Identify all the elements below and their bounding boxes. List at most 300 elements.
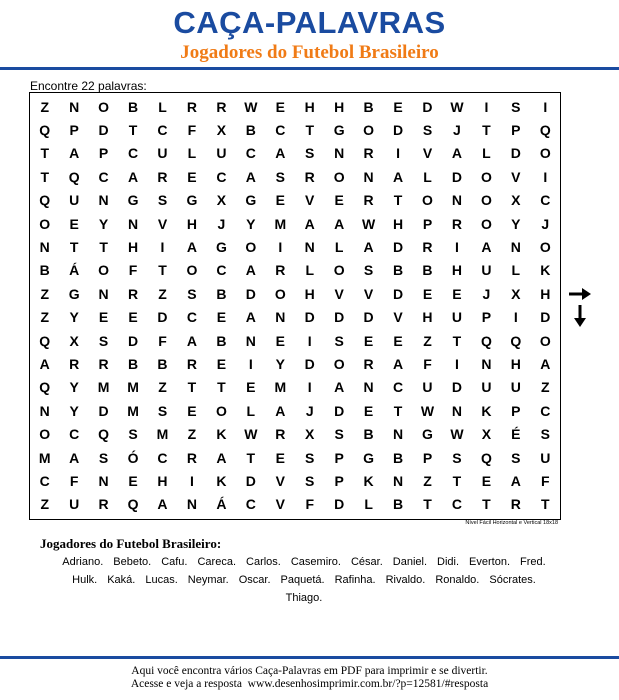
- grid-letter: A: [540, 355, 551, 372]
- word-list-item: Oscar.: [238, 574, 271, 586]
- word-list-item: Hulk.: [72, 574, 98, 586]
- grid-letter: P: [511, 122, 521, 139]
- grid-letter: D: [245, 285, 256, 302]
- grid-letter: O: [274, 285, 286, 302]
- grid-letter: Q: [480, 449, 492, 466]
- grid-letter: C: [127, 145, 139, 162]
- grid-letter: I: [278, 239, 283, 256]
- grid-letter: S: [157, 192, 168, 209]
- grid-letter: L: [334, 239, 344, 256]
- grid-letter: H: [422, 309, 433, 326]
- grid-letter: A: [451, 145, 462, 162]
- grid-letter: S: [452, 449, 462, 466]
- grid-letter: B: [422, 262, 433, 279]
- grid-letter: P: [422, 449, 433, 466]
- grid-letter: Q: [480, 332, 492, 349]
- word-list-item: Kaká.: [107, 574, 136, 586]
- grid-letter: O: [539, 145, 551, 162]
- arrow-down-icon: [568, 304, 592, 328]
- grid-letter: W: [450, 426, 464, 443]
- grid-letter: A: [245, 309, 256, 326]
- grid-letter: T: [158, 262, 167, 279]
- grid-letter: L: [364, 496, 373, 513]
- grid-letter: K: [216, 426, 227, 443]
- grid-letter: D: [422, 98, 433, 115]
- grid-letter: R: [363, 355, 374, 372]
- word-list-title: Jogadores do Futebol Brasileiro:: [40, 536, 222, 551]
- grid-letter: M: [127, 402, 139, 419]
- grid-letter: I: [513, 309, 518, 326]
- word-list-item: Casemiro.: [290, 556, 341, 568]
- grid-letter: R: [157, 168, 168, 185]
- grid-letter: G: [68, 285, 80, 302]
- grid-letter: N: [392, 426, 404, 443]
- grid-letter: V: [275, 496, 285, 513]
- grid-letter: P: [511, 402, 521, 419]
- grid-letter: G: [127, 192, 139, 209]
- grid-letter: I: [454, 239, 459, 256]
- grid-letter: N: [39, 402, 50, 419]
- grid-letter: D: [98, 122, 109, 139]
- grid-letter: A: [127, 168, 139, 185]
- grid-letter: P: [481, 309, 492, 326]
- grid-letter: I: [189, 472, 194, 489]
- grid-letter: E: [275, 332, 285, 349]
- grid-letter: D: [451, 168, 462, 185]
- grid-letter: Q: [39, 122, 51, 139]
- grid-letter: T: [246, 449, 256, 466]
- grid-letter: A: [186, 239, 197, 256]
- grid-letter: A: [392, 168, 404, 185]
- grid-letter: I: [396, 145, 400, 162]
- grid-letter: C: [69, 426, 80, 443]
- footer-line-1: Aqui você encontra vários Caça-Palavras em PDF para imprimir e se divertir.: [131, 665, 488, 677]
- grid-letter: Q: [127, 496, 139, 513]
- grid-letter: N: [98, 192, 109, 209]
- grid-letter: N: [451, 192, 462, 209]
- grid-letter: N: [186, 496, 197, 513]
- grid-letter: E: [393, 332, 403, 349]
- grid-letter: L: [246, 402, 256, 419]
- grid-letter: L: [187, 145, 197, 162]
- grid-letter: Z: [423, 472, 432, 489]
- grid-letter: W: [361, 215, 376, 232]
- grid-letter: S: [511, 449, 521, 466]
- grid-letter: T: [393, 402, 403, 419]
- grid-letter: C: [157, 449, 168, 466]
- grid-letter: G: [363, 449, 375, 466]
- grid-letter: E: [481, 472, 492, 489]
- grid-letter: E: [128, 309, 138, 326]
- grid-letter: E: [422, 285, 433, 302]
- grid-letter: A: [363, 239, 374, 256]
- grid-letter: A: [392, 355, 404, 372]
- grid-letter: D: [127, 332, 139, 349]
- grid-letter: D: [334, 402, 345, 419]
- grid-letter: O: [480, 168, 492, 185]
- grid-letter: D: [98, 402, 109, 419]
- grid-letter: L: [423, 168, 432, 185]
- grid-letter: Z: [423, 332, 432, 349]
- grid-letter: Q: [39, 332, 51, 349]
- grid-letter: O: [363, 122, 375, 139]
- word-list-item: Neymar.: [187, 574, 229, 586]
- grid-letter: N: [481, 355, 492, 372]
- grid-letter: L: [482, 145, 491, 162]
- grid-letter: N: [275, 309, 286, 326]
- grid-letter: N: [334, 145, 345, 162]
- word-list-item: Ronaldo.: [435, 574, 480, 586]
- grid-letter: N: [363, 379, 374, 396]
- word-list-item: Rivaldo.: [385, 574, 426, 586]
- word-search-grid-box: [29, 92, 561, 520]
- grid-letter: A: [245, 262, 256, 279]
- grid-letter: A: [216, 449, 227, 466]
- grid-letter: X: [216, 122, 227, 139]
- grid-letter: C: [157, 122, 168, 139]
- grid-letter: E: [187, 168, 197, 185]
- grid-letter: Z: [40, 496, 49, 513]
- grid-letter: E: [275, 192, 285, 209]
- page-title: CAÇA-PALAVRAS: [173, 5, 446, 40]
- grid-letter: Q: [98, 426, 110, 443]
- grid-letter: U: [157, 145, 168, 162]
- grid-letter: V: [275, 472, 285, 489]
- footer-line-2: Acesse e veja a resposta www.desenhosimprimir.com.br/?p=12581/#resposta: [130, 678, 489, 690]
- grid-letter: W: [244, 98, 258, 115]
- grid-letter: J: [305, 402, 314, 419]
- grid-letter: X: [511, 192, 521, 209]
- grid-letter: T: [40, 145, 49, 162]
- grid-letter: S: [98, 449, 109, 466]
- grid-letter: Z: [40, 285, 49, 302]
- grid-letter: B: [127, 98, 139, 115]
- grid-letter: T: [482, 122, 491, 139]
- grid-letter: A: [69, 449, 80, 466]
- grid-letter: G: [215, 239, 227, 256]
- grid-letter: H: [510, 355, 521, 372]
- grid-letter: V: [393, 309, 403, 326]
- arrow-right-icon: [568, 282, 592, 306]
- grid-letter: N: [98, 472, 109, 489]
- grid-letter: T: [40, 168, 49, 185]
- grid-letter: U: [69, 496, 80, 513]
- instruction-text: Encontre 22 palavras:: [30, 79, 147, 93]
- grid-letter: P: [422, 215, 433, 232]
- word-list-item: Thiago.: [285, 592, 323, 604]
- grid-letter: D: [510, 145, 521, 162]
- grid-letter: V: [157, 215, 168, 232]
- grid-letter: Y: [69, 309, 79, 326]
- grid-letter: Q: [39, 379, 51, 396]
- grid-letter: M: [38, 449, 51, 466]
- grid-letter: N: [39, 239, 50, 256]
- word-list-item: César.: [350, 556, 383, 568]
- grid-letter: W: [450, 98, 464, 115]
- grid-letter: I: [307, 379, 312, 396]
- grid-letter: N: [363, 168, 374, 185]
- grid-letter: X: [481, 426, 492, 443]
- grid-letter: T: [452, 472, 462, 489]
- grid-letter: A: [39, 355, 50, 372]
- grid-letter: E: [69, 215, 79, 232]
- grid-letter: S: [275, 168, 285, 185]
- grid-letter: A: [275, 402, 286, 419]
- word-list-item: Adriano.: [62, 556, 104, 568]
- grid-letter: R: [451, 215, 462, 232]
- grid-letter: M: [156, 426, 169, 443]
- grid-letter: X: [216, 192, 227, 209]
- grid-letter: E: [363, 332, 374, 349]
- grid-letter: R: [98, 496, 109, 513]
- grid-letter: P: [98, 145, 109, 162]
- top-divider: [0, 67, 619, 70]
- grid-letter: D: [334, 496, 345, 513]
- grid-letter: D: [392, 239, 404, 256]
- grid-letter: B: [157, 355, 168, 372]
- grid-letter: Q: [510, 332, 522, 349]
- grid-letter: M: [97, 379, 110, 396]
- grid-letter: D: [334, 309, 345, 326]
- grid-letter: S: [305, 449, 315, 466]
- grid-letter: O: [98, 262, 110, 279]
- grid-letter: I: [160, 239, 165, 256]
- grid-letter: Y: [511, 215, 521, 232]
- grid-letter: J: [453, 122, 461, 139]
- grid-letter: Y: [246, 215, 256, 232]
- grid-letter: S: [157, 402, 168, 419]
- grid-letter: N: [510, 239, 521, 256]
- grid-letter: B: [392, 449, 404, 466]
- grid-letter: T: [187, 379, 197, 396]
- grid-letter: Ó: [127, 449, 139, 466]
- footer: [0, 665, 619, 691]
- grid-letter: O: [480, 215, 492, 232]
- grid-letter: N: [98, 285, 109, 302]
- grid-letter: C: [98, 168, 109, 185]
- grid-letter: T: [452, 332, 462, 349]
- grid-letter: S: [363, 262, 374, 279]
- grid-letter: I: [543, 168, 548, 185]
- grid-letter: E: [187, 402, 197, 419]
- grid-letter: B: [245, 122, 256, 139]
- grid-letter: S: [334, 332, 344, 349]
- word-list-item: Rafinha.: [334, 574, 376, 586]
- grid-letter: E: [216, 309, 227, 326]
- grid-letter: C: [39, 472, 50, 489]
- grid-letter: E: [98, 309, 109, 326]
- grid-letter: E: [216, 355, 227, 372]
- grid-letter: X: [511, 285, 521, 302]
- grid-letter: H: [304, 98, 315, 115]
- grid-letter: É: [511, 426, 521, 443]
- word-list-item: Sócrates.: [489, 574, 536, 586]
- grid-letter: R: [216, 98, 227, 115]
- grid-letter: C: [245, 145, 256, 162]
- grid-letter: B: [39, 262, 50, 279]
- grid-letter: H: [186, 215, 197, 232]
- grid-letter: H: [127, 239, 139, 256]
- grid-letter: Q: [539, 122, 551, 139]
- grid-letter: N: [392, 472, 404, 489]
- grid-letter: W: [244, 426, 258, 443]
- grid-letter: I: [484, 98, 489, 115]
- grid-letter: C: [245, 496, 256, 513]
- grid-letter: E: [363, 402, 374, 419]
- grid-letter: A: [69, 145, 80, 162]
- grid-letter: A: [481, 239, 492, 256]
- grid-letter: H: [540, 285, 551, 302]
- grid-letter: R: [510, 496, 521, 513]
- grid-letter: K: [540, 262, 551, 279]
- grid-letter: Z: [187, 426, 197, 443]
- grid-letter: O: [245, 239, 257, 256]
- grid-letter: V: [363, 285, 374, 302]
- grid-letter: E: [275, 449, 285, 466]
- grid-letter: S: [98, 332, 109, 349]
- grid-letter: X: [69, 332, 79, 349]
- grid-letter: L: [305, 262, 314, 279]
- grid-letter: O: [480, 192, 492, 209]
- grid-letter: T: [423, 496, 432, 513]
- grid-letter: T: [393, 192, 403, 209]
- grid-letter: N: [304, 239, 315, 256]
- grid-letter: L: [511, 262, 521, 279]
- grid-letter: D: [540, 309, 551, 326]
- grid-letter: W: [420, 402, 435, 419]
- grid-letter: T: [217, 379, 226, 396]
- grid-letter: V: [334, 285, 344, 302]
- word-list-item: Paquetá.: [280, 574, 325, 586]
- grid-letter: Y: [275, 355, 285, 372]
- word-list-item: Daniel.: [392, 556, 428, 568]
- grid-letter: A: [157, 496, 168, 513]
- grid-letter: M: [127, 379, 139, 396]
- grid-letter: S: [334, 426, 344, 443]
- grid-letter: F: [540, 472, 550, 489]
- grid-letter: U: [451, 309, 462, 326]
- grid-letter: D: [304, 309, 315, 326]
- grid-letter: A: [275, 145, 286, 162]
- grid-letter: J: [217, 215, 226, 232]
- grid-letter: B: [392, 496, 404, 513]
- grid-letter: Z: [40, 98, 49, 115]
- grid-letter: Á: [69, 262, 80, 279]
- grid-letter: Y: [98, 215, 109, 232]
- grid-letter: Y: [69, 402, 79, 419]
- word-list-item: Didi.: [437, 556, 460, 568]
- grid-letter: U: [69, 192, 80, 209]
- grid-letter: T: [540, 496, 550, 513]
- grid-letter: Z: [40, 309, 49, 326]
- grid-letter: F: [187, 122, 197, 139]
- grid-letter: A: [510, 472, 521, 489]
- grid-letter: U: [510, 379, 521, 396]
- grid-letter: J: [541, 215, 550, 232]
- grid-letter: F: [158, 332, 167, 349]
- grid-letter: R: [363, 192, 374, 209]
- grid-letter: Y: [69, 379, 79, 396]
- word-list-item: Fred.: [520, 556, 546, 568]
- grid-letter: R: [422, 239, 433, 256]
- grid-letter: F: [423, 355, 432, 372]
- grid-letter: A: [334, 379, 345, 396]
- grid-letter: D: [392, 122, 404, 139]
- grid-letter: V: [305, 192, 315, 209]
- grid-letter: V: [511, 168, 521, 185]
- grid-letter: R: [304, 168, 315, 185]
- grid-letter: R: [98, 355, 109, 372]
- grid-letter: C: [392, 379, 404, 396]
- grid-letter: Q: [39, 192, 51, 209]
- grid-letter: R: [186, 449, 197, 466]
- grid-letter: B: [127, 355, 139, 372]
- grid-letter: O: [39, 426, 51, 443]
- grid-letter: B: [216, 332, 227, 349]
- grid-letter: A: [334, 215, 345, 232]
- grid-letter: O: [422, 192, 433, 209]
- grid-letter: H: [157, 472, 168, 489]
- grid-letter: N: [451, 402, 462, 419]
- word-list: [44, 553, 564, 607]
- grid-letter: F: [69, 472, 79, 489]
- grid-letter: C: [275, 122, 286, 139]
- word-list-item: Bebeto.: [113, 556, 152, 568]
- grid-letter: S: [128, 426, 138, 443]
- grid-letter: U: [422, 379, 433, 396]
- grid-letter: S: [305, 472, 315, 489]
- grid-letter: Z: [158, 285, 167, 302]
- grid-letter: O: [539, 332, 551, 349]
- grid-letter: Á: [216, 496, 227, 513]
- grid-letter: D: [245, 472, 256, 489]
- grid-letter: L: [158, 98, 167, 115]
- grid-letter: O: [333, 262, 345, 279]
- grid-letter: K: [363, 472, 374, 489]
- grid-letter: C: [540, 402, 551, 419]
- grid-letter: K: [216, 472, 227, 489]
- grid-letter: U: [540, 449, 551, 466]
- grid-letter: V: [422, 145, 433, 162]
- grid-letter: C: [540, 192, 551, 209]
- grid-letter: S: [540, 426, 550, 443]
- grid-letter: R: [275, 426, 286, 443]
- grid-letter: H: [334, 98, 345, 115]
- grid-letter: D: [363, 309, 374, 326]
- word-list-item: Careca.: [197, 556, 237, 568]
- grid-letter: A: [245, 168, 256, 185]
- grid-letter: E: [452, 285, 462, 302]
- grid-letter: I: [248, 355, 253, 372]
- grid-letter: F: [128, 262, 138, 279]
- grid-letter: S: [305, 145, 315, 162]
- grid-letter: P: [334, 449, 344, 466]
- grid-letter: Z: [540, 379, 550, 396]
- grid-letter: K: [481, 402, 492, 419]
- grid-letter: T: [99, 239, 108, 256]
- grid-letter: U: [481, 379, 492, 396]
- grid-letter: P: [69, 122, 79, 139]
- grid-letter: H: [451, 262, 462, 279]
- grid-letter: B: [363, 98, 374, 115]
- grid-letter: C: [451, 496, 462, 513]
- grid-letter: O: [215, 402, 227, 419]
- grid-letter: D: [304, 355, 315, 372]
- grid-letter: U: [216, 145, 227, 162]
- word-list-item: Carlos.: [246, 556, 281, 568]
- grid-letter: O: [333, 168, 345, 185]
- grid-letter: G: [333, 122, 345, 139]
